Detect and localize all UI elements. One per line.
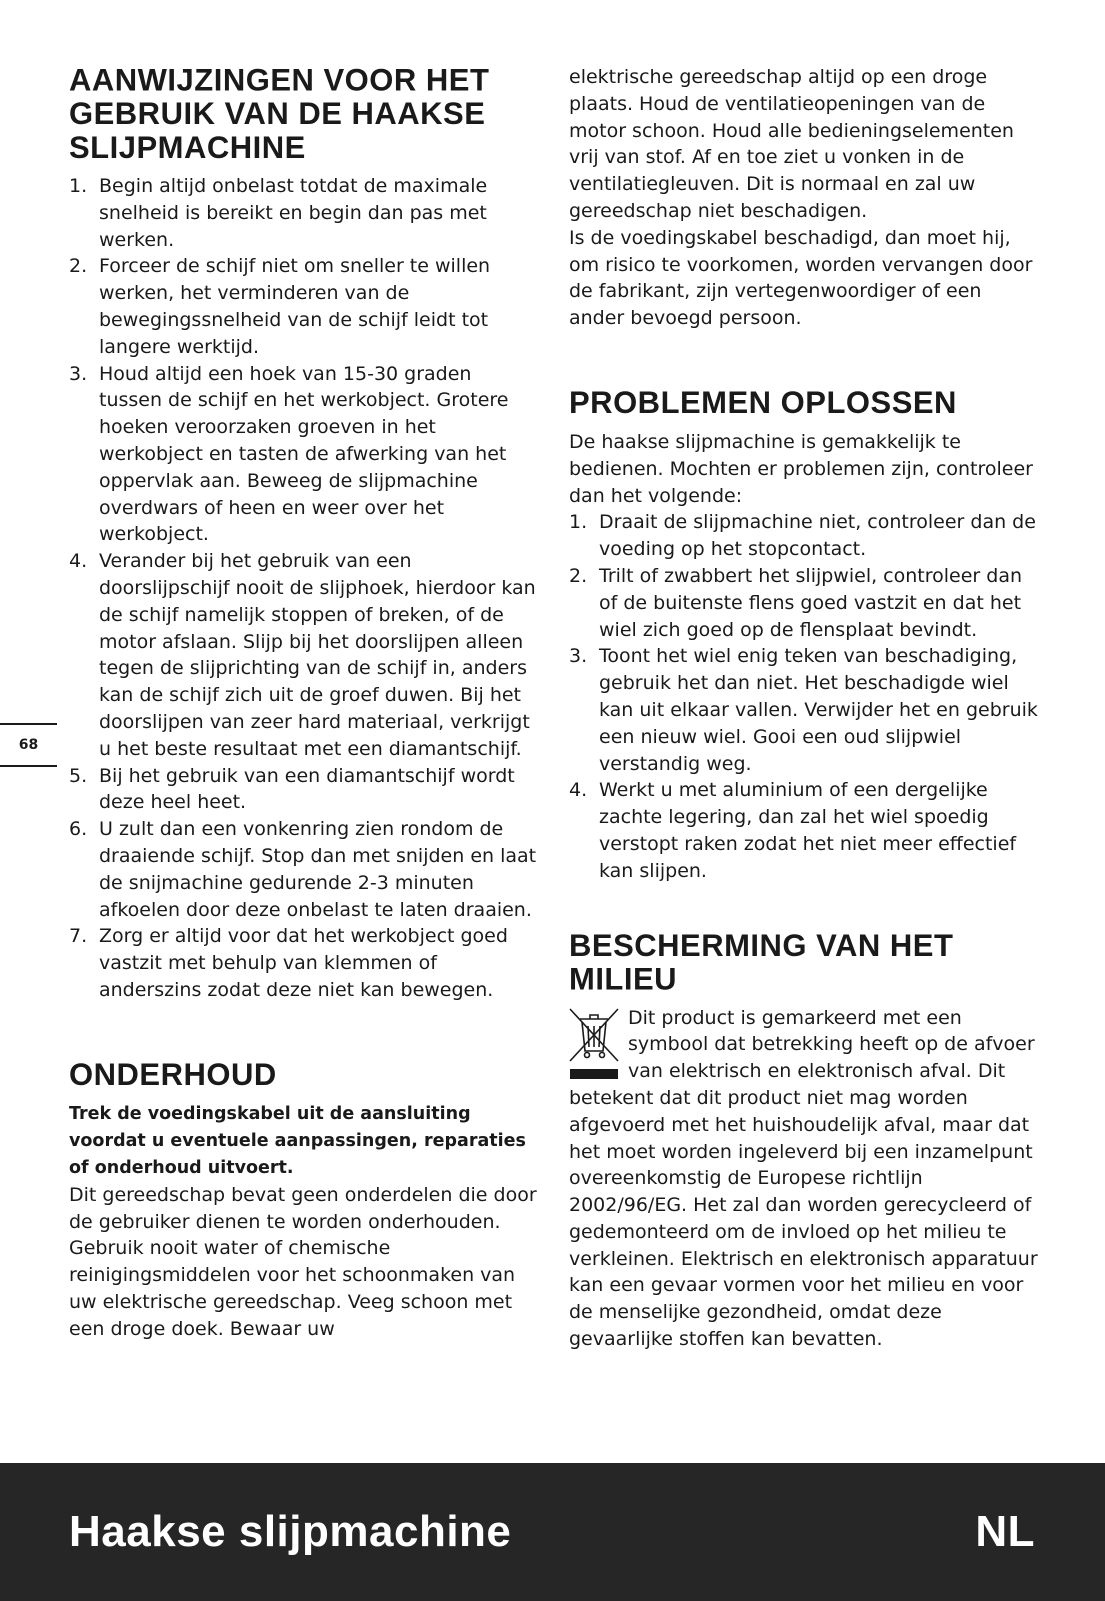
maintenance-body: Dit gereedschap bevat geen onderdelen die door de gebruiker dienen te worden onderhouden. Gebruik nooit water of chemische reinigingsmiddelen voor het schoonmaken van uw elektrische gereedschap. Veeg schoon met een droge doek. Bewaar uw: [69, 1183, 537, 1340]
troubleshooting-heading: PROBLEMEN OPLOSSEN: [569, 384, 957, 421]
page-number-tab: [0, 723, 57, 767]
environment-body: Dit product is gemarkeerd met een symbool dat betrekking heeft op de afvoer van elektrisch en elektronisch afval. Dit betekent dat dit product niet mag worden afgevoerd met het huishoudelijk afval, maar dat het moet worden ingeleverd bij een inzamelpunt overeenkomstig de Europese richtlijn 2002/96/EG. Het zal dan worden gerecycleerd of gedemonteerd om de invloed op het milieu te verkleinen. Elektrisch en elektronisch apparatuur kan een gevaar vormen voor het milieu en voor de menselijke gezondheid, omdat deze gevaarlijke stoffen kan bevatten.: [569, 1006, 1038, 1351]
left-column: [69, 61, 537, 1342]
page-number: 68: [18, 737, 39, 753]
list-item: 2. Trilt of zwabbert het slijpwiel, controleer dan of de buitenste flens goed vastzit en dat het wiel zich goed op de flensplaat bevindt.: [569, 564, 1023, 641]
footer-bar: [0, 1463, 1105, 1601]
list-item: 3. Toont het wiel enig teken van beschadiging, gebruik het dan niet. Het beschadigde wiel kan uit elkaar vallen. Verwijder het en gebruik een nieuw wiel. Gooi een oud slijpwiel verstandig weg.: [569, 645, 1038, 775]
list-item: 7. Zorg er altijd voor dat het werkobject goed vastzit met behulp van klemmen of anderszins zodat deze niet kan bewegen.: [69, 925, 508, 1001]
usage-list: [69, 173, 537, 1004]
list-item: 1. Draait de slijpmachine niet, controleer dan de voeding op het stopcontact.: [569, 511, 1036, 561]
troubleshooting-intro: De haakse slijpmachine is gemakkelijk te bedienen. Mochten er problemen zijn, controleer dan het volgende:: [569, 430, 1033, 507]
list-item: 2. Forceer de schijf niet om sneller te willen werken, het verminderen van de bewegingssnelheid van de schijf leidt tot langere werktijd.: [69, 255, 491, 358]
maintenance-cable: Is de voedingskabel beschadigd, dan moet hij, om risico te voorkomen, worden vervangen door de fabrikant, zijn vertegenwoordiger of een ander bevoegd persoon.: [569, 226, 1033, 330]
list-item: 3. Houd altijd een hoek van 15-30 graden tussen de schijf en het werkobject. Grotere hoeken veroorzaken groeven in het werkobject en tasten de afwerking van het oppervlak aan. Beweeg de slijpmachine overdwars of heen en weer over het werkobject.: [69, 362, 509, 546]
environment-heading: BESCHERMING VAN HET MILIEU: [569, 926, 954, 997]
weee-crossed-bin-icon: [566, 1005, 622, 1085]
list-item: 4. Werkt u met aluminium of een dergelijke zachte legering, dan zal het wiel spoedig verstopt raken zodat het niet meer effectief kan slijpen.: [569, 779, 1017, 882]
footer-title: Haakse slijpmachine: [69, 1507, 512, 1556]
maintenance-continued: elektrische gereedschap altijd op een droge plaats. Houd de ventilatieopeningen van de motor schoon. Houd alle bedieningselementen vrij van stof. Af en toe ziet u vonken in de ventilatiegleuven. Dit is normaal en zal uw gereedschap niet beschadigen.: [569, 66, 1014, 222]
usage-heading: AANWIJZINGEN VOOR HET GEBRUIK VAN DE HAAKSE SLIJPMACHINE: [69, 61, 490, 166]
footer-language: NL: [975, 1507, 1035, 1556]
maintenance-heading: ONDERHOUD: [69, 1056, 277, 1093]
list-item: 4. Verander bij het gebruik van een doorslijpschijf nooit de slijphoek, hierdoor kan de schijf namelijk stoppen of breken, of de motor afslaan. Slijp bij het doorslijpen alleen tegen de slijprichting van de schijf in, anders kan de schijf zich uit de groef duwen. Bij het doorslijpen van zeer hard materiaal, verkrijgt u het beste resultaat met een diamantschijf.: [69, 550, 536, 760]
list-item: 1. Begin altijd onbelast totdat de maximale snelheid is bereikt en begin dan pas met werken.: [69, 175, 488, 251]
troubleshooting-list: [569, 509, 1039, 884]
list-item: 5. Bij het gebruik van een diamantschijf wordt deze heel heet.: [69, 764, 515, 814]
maintenance-warning: Trek de voedingskabel uit de aansluiting voordat u eventuele aanpassingen, reparaties of onderhoud uitvoert.: [69, 1103, 526, 1178]
environment-block: [569, 1005, 1039, 1353]
list-item: 6. U zult dan een vonkenring zien rondom de draaiende schijf. Stop dan met snijden en laat de snijmachine gedurende 2-3 minuten afkoelen door deze onbelast te laten draaien.: [69, 818, 537, 921]
right-column: [569, 64, 1039, 1353]
